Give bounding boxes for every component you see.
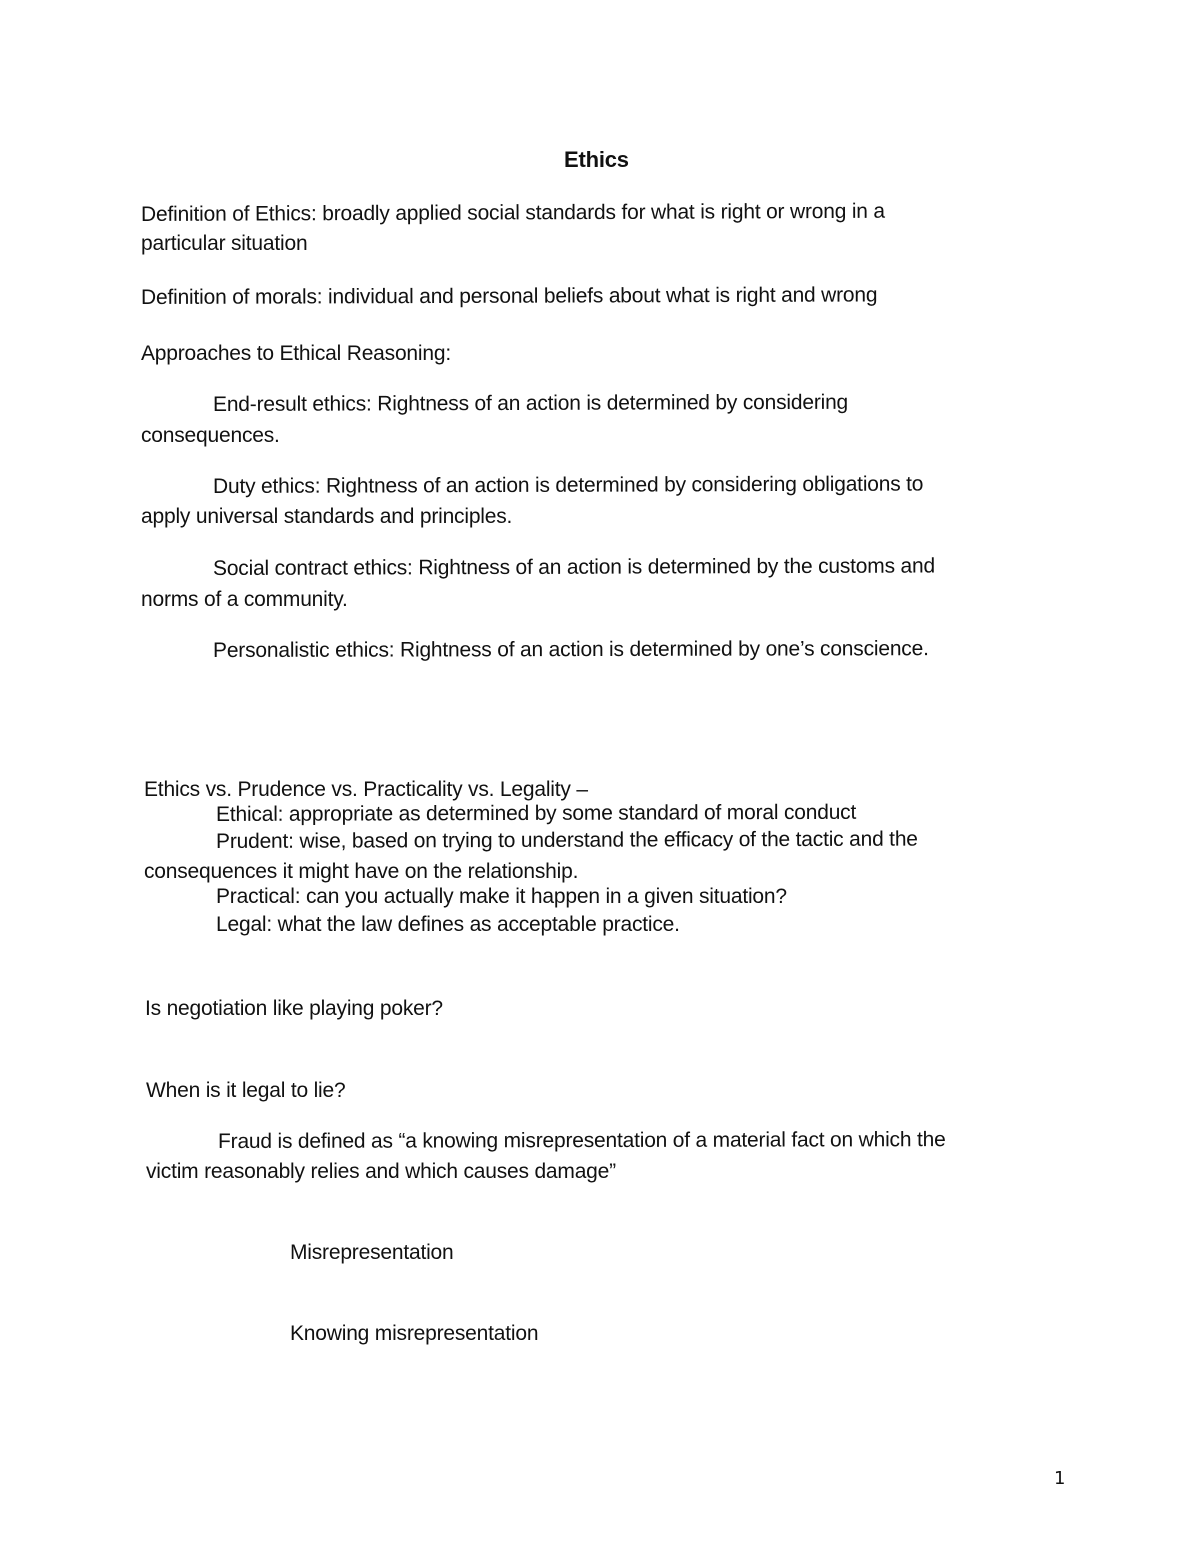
definition-ethics-line2: particular situation bbox=[141, 232, 308, 255]
personalistic-ethics: Personalistic ethics: Rightness of an action is determined by one’s conscience. bbox=[212, 637, 929, 662]
comparison-prudent-line1: Prudent: wise, based on trying to understand the efficacy of the tactic and the bbox=[215, 827, 918, 853]
end-result-ethics-line1: End-result ethics: Rightness of an action is determined by considering bbox=[212, 390, 849, 416]
fraud-definition-line1: Fraud is defined as “a knowing misrepresentation of a material fact on which the bbox=[217, 1128, 946, 1153]
fraud-definition-line2: victim reasonably relies and which causes damage” bbox=[146, 1160, 616, 1183]
page-title: Ethics bbox=[564, 147, 629, 172]
element-knowing-misrepresentation: Knowing misrepresentation bbox=[290, 1322, 539, 1345]
definition-ethics-line1: Definition of Ethics: broadly applied social standards for what is right or wrong in a bbox=[140, 199, 885, 226]
comparison-heading: Ethics vs. Prudence vs. Practicality vs. Legality – bbox=[144, 778, 588, 801]
comparison-legal: Legal: what the law defines as acceptable practice. bbox=[216, 913, 680, 936]
approaches-heading: Approaches to Ethical Reasoning: bbox=[141, 342, 451, 365]
comparison-prudent-line2: consequences it might have on the relationship. bbox=[144, 860, 579, 883]
social-contract-ethics-line2: norms of a community. bbox=[141, 588, 348, 611]
page-number: 1 bbox=[1054, 1468, 1066, 1489]
comparison-practical: Practical: can you actually make it happen in a given situation? bbox=[216, 885, 787, 908]
end-result-ethics-line2: consequences. bbox=[141, 424, 280, 447]
question-poker: Is negotiation like playing poker? bbox=[145, 997, 443, 1020]
element-misrepresentation: Misrepresentation bbox=[290, 1241, 454, 1264]
duty-ethics-line2: apply universal standards and principles. bbox=[141, 505, 513, 528]
duty-ethics-line1: Duty ethics: Rightness of an action is determined by considering obligations to bbox=[212, 472, 924, 498]
definition-morals: Definition of morals: individual and personal beliefs about what is right and wrong bbox=[140, 283, 878, 309]
question-lie: When is it legal to lie? bbox=[146, 1079, 346, 1102]
social-contract-ethics-line1: Social contract ethics: Rightness of an action is determined by the customs and bbox=[212, 554, 935, 580]
comparison-ethical: Ethical: appropriate as determined by some standard of moral conduct bbox=[215, 800, 857, 826]
